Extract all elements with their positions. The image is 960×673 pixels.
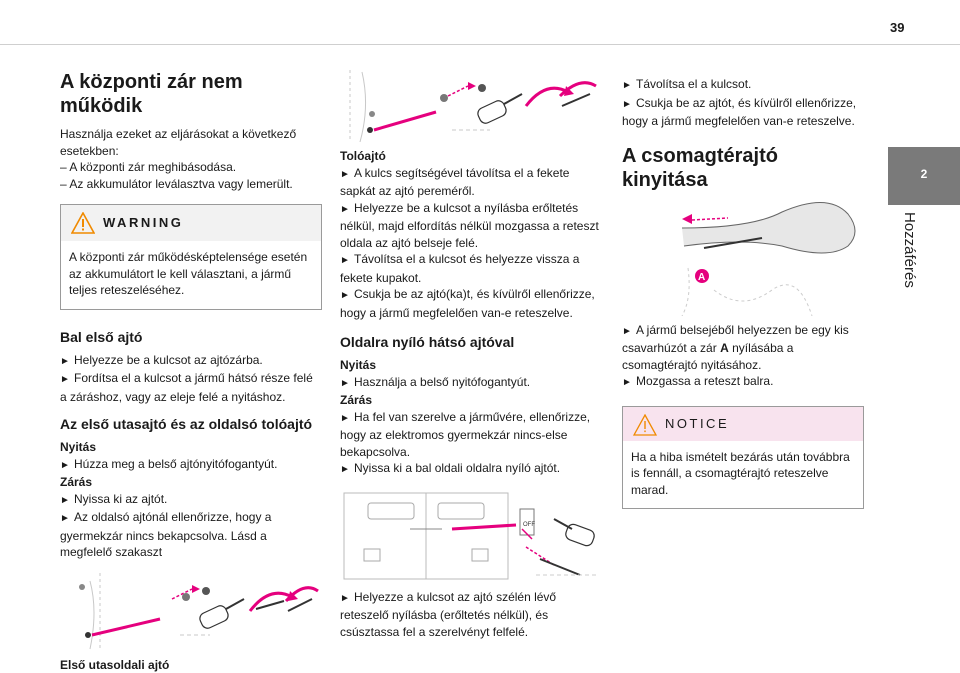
intro-text: Használja ezeket az eljárásokat a következő esetekben: — [60, 126, 322, 159]
close-label: Zárás — [60, 474, 322, 491]
subsection-heading: Az első utasajtó és az oldalsó tolóajtó — [60, 415, 322, 433]
step-item: ► Fordítsa el a kulcsot a jármű hátsó része felé a záráshoz, vagy az eleje felé a nyitáshoz. — [60, 370, 322, 405]
arrow-bullet-icon: ► — [340, 462, 354, 479]
arrow-bullet-icon: ► — [60, 493, 74, 510]
notice-title: NOTICE — [665, 416, 729, 433]
arrow-bullet-icon: ► — [340, 167, 354, 184]
column-left — [60, 70, 322, 673]
section-heading: A központi zár nem működik — [60, 70, 322, 118]
arrow-bullet-icon: ► — [622, 375, 636, 392]
notice-header — [623, 407, 863, 441]
switch-off-label: OFF — [523, 522, 535, 528]
arrow-bullet-icon: ► — [340, 411, 354, 428]
notice-box — [622, 406, 864, 510]
arrow-bullet-icon: ► — [60, 511, 74, 528]
step-item: ► Helyezze be a kulcsot a nyílásba erőltetés nélkül, majd elfordítás nélkül mozgassa a reteszt oldala az ajtó belseje felé. — [340, 200, 602, 252]
lock-marker-a: A — [720, 341, 729, 355]
tailgate-lock-figure — [622, 198, 864, 316]
arrow-bullet-icon: ► — [340, 202, 354, 219]
step-item: ► Az oldalsó ajtónál ellenőrizze, hogy a gyermekzár nincs bekapcsolva. Lásd a megfelelő szakaszt — [60, 509, 322, 561]
front-door-lock-figure — [60, 571, 322, 651]
step-item: ► Helyezze a kulcsot az ajtó szélén lévő reteszelő nyílásba (erőltetés nélkül), és csúsztassa fel a szerelvényt felfelé. — [340, 589, 602, 641]
step-item: ► Csukja be az ajtót, és kívülről ellenőrizze, hogy a jármű megfelelően van-e reteszelve. — [622, 95, 864, 130]
notice-triangle-icon — [633, 414, 657, 436]
sliding-door-lock-figure — [340, 70, 602, 142]
chapter-title: Hozzáférés — [896, 212, 918, 362]
step-item: ► A jármű belsejéből helyezzen be egy kis csavarhúzót a zár A nyílásába a csomagtérajtó nyitásához. — [622, 322, 864, 374]
arrow-bullet-icon: ► — [60, 372, 74, 389]
step-item: ► Csukja be az ajtó(ka)t, és kívülről ellenőrizze, hogy a jármű megfelelően van-e reteszelve. — [340, 286, 602, 321]
notice-text: Ha a hiba ismételt bezárás után továbbra is fennáll, a csomagtérajtó reteszelve marad. — [623, 441, 863, 509]
warning-title: WARNING — [103, 215, 183, 232]
column-middle — [340, 70, 602, 640]
marker-a-label: A — [698, 272, 705, 283]
figure-caption: Első utasoldali ajtó — [60, 657, 322, 673]
header-rule — [0, 44, 960, 45]
arrow-bullet-icon: ► — [622, 324, 636, 341]
page-number: 39 — [890, 20, 904, 35]
arrow-bullet-icon: ► — [60, 354, 74, 371]
case-item: – A központi zár meghibásodása. — [60, 159, 322, 176]
open-label: Nyitás — [340, 357, 602, 374]
sliding-door-label: Tolóajtó — [340, 148, 602, 165]
subsection-heading: Oldalra nyíló hátsó ajtóval — [340, 333, 602, 351]
step-item: ► Helyezze be a kulcsot az ajtózárba. — [60, 352, 322, 371]
step-item: ► Húzza meg a belső ajtónyitófogantyút. — [60, 456, 322, 475]
step-item: ► Nyissa ki a bal oldali oldalra nyíló ajtót. — [340, 460, 602, 479]
subsection-heading: Bal első ajtó — [60, 328, 322, 346]
warning-box — [60, 204, 322, 310]
arrow-bullet-icon: ► — [60, 458, 74, 475]
arrow-bullet-icon: ► — [340, 288, 354, 305]
arrow-bullet-icon: ► — [340, 376, 354, 393]
arrow-bullet-icon: ► — [340, 591, 354, 608]
warning-header — [61, 205, 321, 241]
warning-triangle-icon — [71, 212, 95, 234]
key-icon — [476, 94, 522, 125]
step-item: ► Használja a belső nyitófogantyút. — [340, 374, 602, 393]
step-item: ► Ha fel van szerelve a járművére, ellenőrizze, hogy az elektromos gyermekzár nincs-else bekapcsolva. — [340, 409, 602, 461]
step-item: ► Távolítsa el a kulcsot és helyezze vissza a fekete kupakot. — [340, 251, 602, 286]
close-label: Zárás — [340, 392, 602, 409]
arrow-bullet-icon: ► — [340, 253, 354, 270]
key-icon — [554, 519, 596, 547]
step-item: ► Távolítsa el a kulcsot. — [622, 76, 864, 95]
warning-text: A központi zár működésképtelensége esetén az akkumulátort le kell választani, a jármű teljes reteszeléséhez. — [61, 241, 321, 309]
step-item: ► Nyissa ki az ajtót. — [60, 491, 322, 510]
rear-door-lock-figure — [340, 489, 602, 581]
step-item: ► Mozgassa a reteszt balra. — [622, 373, 864, 392]
case-item: – Az akkumulátor leválasztva vagy lemerült. — [60, 176, 322, 193]
arrow-bullet-icon: ► — [622, 78, 636, 95]
column-right — [622, 76, 864, 509]
key-icon — [198, 599, 244, 630]
chapter-tab[interactable] — [888, 147, 960, 205]
step-item: ► A kulcs segítségével távolítsa el a fekete sapkát az ajtó pereméről. — [340, 165, 602, 200]
chapter-number: 2 — [888, 167, 960, 181]
section-heading: A csomagtérajtó kinyitása — [622, 144, 864, 192]
open-label: Nyitás — [60, 439, 322, 456]
arrow-bullet-icon: ► — [622, 97, 636, 114]
